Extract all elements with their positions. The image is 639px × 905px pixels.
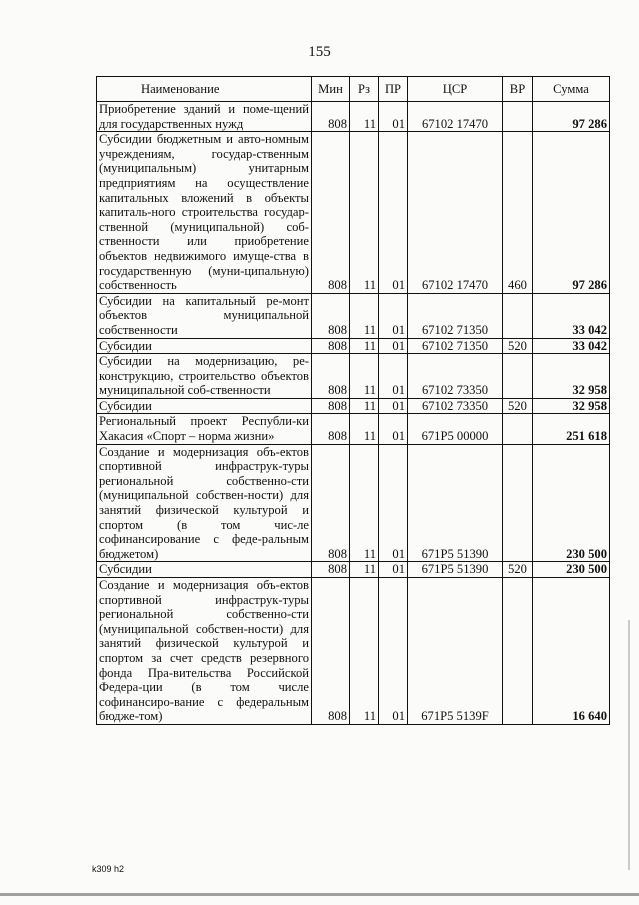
row-pr: 01	[379, 398, 408, 414]
table-row	[97, 398, 610, 414]
table-row	[97, 414, 610, 444]
header-name: Наименование	[97, 77, 312, 102]
table-row	[97, 444, 610, 562]
row-name: Приобретение зданий и поме-щений для государственных нужд	[97, 102, 312, 132]
row-sum: 16 640	[533, 578, 610, 725]
table-row	[97, 132, 610, 294]
row-rz: 11	[350, 444, 379, 562]
row-rz: 11	[350, 338, 379, 354]
row-min: 808	[312, 354, 350, 399]
row-name: Субсидии	[97, 398, 312, 414]
header-pr: ПР	[379, 77, 408, 102]
header-vr: ВР	[503, 77, 533, 102]
row-vr	[503, 293, 533, 338]
row-vr	[503, 444, 533, 562]
scan-artifact-edge	[628, 620, 630, 870]
row-rz: 11	[350, 132, 379, 294]
table-row	[97, 578, 610, 725]
row-csr: 67102 73350	[408, 354, 503, 399]
table-row	[97, 562, 610, 578]
row-vr: 460	[503, 132, 533, 294]
row-name: Субсидии	[97, 338, 312, 354]
row-vr	[503, 102, 533, 132]
header-rz: Рз	[350, 77, 379, 102]
table-body	[97, 102, 610, 725]
row-min: 808	[312, 338, 350, 354]
page-number: 155	[308, 44, 331, 60]
row-csr: 67102 17470	[408, 102, 503, 132]
row-name: Субсидии бюджетным и авто-номным учреждениям, государ-ственным (муниципальным) унитарным предприятиям на осуществление капитальных вложений в объекты капиталь-ного строительства государ-ственной (муниципальной) соб-ственности или приобретение объектов недвижимого имуще-ства в государственную (муни-ципальную) собственность	[97, 132, 312, 294]
row-name: Региональный проект Республи-ки Хакасия «Спорт – норма жизни»	[97, 414, 312, 444]
footer-code: k309 h2	[92, 864, 125, 874]
row-csr: 671P5 5139F	[408, 578, 503, 725]
row-min: 808	[312, 444, 350, 562]
header-sum: Сумма	[533, 77, 610, 102]
row-pr: 01	[379, 102, 408, 132]
row-sum: 230 500	[533, 562, 610, 578]
row-sum: 33 042	[533, 338, 610, 354]
row-rz: 11	[350, 398, 379, 414]
row-min: 808	[312, 102, 350, 132]
row-pr: 01	[379, 414, 408, 444]
table-header-row	[97, 77, 610, 102]
row-min: 808	[312, 398, 350, 414]
row-sum: 32 958	[533, 398, 610, 414]
row-vr: 520	[503, 338, 533, 354]
row-min: 808	[312, 578, 350, 725]
scan-artifact-line	[0, 893, 639, 896]
row-vr: 520	[503, 562, 533, 578]
row-pr: 01	[379, 562, 408, 578]
row-name: Субсидии на модернизацию, ре-конструкцию, строительство объектов муниципальной соб-ственности	[97, 354, 312, 399]
row-vr: 520	[503, 398, 533, 414]
row-csr: 671P5 00000	[408, 414, 503, 444]
row-csr: 67102 71350	[408, 338, 503, 354]
row-min: 808	[312, 414, 350, 444]
row-pr: 01	[379, 354, 408, 399]
row-rz: 11	[350, 414, 379, 444]
row-rz: 11	[350, 102, 379, 132]
row-pr: 01	[379, 578, 408, 725]
row-csr: 67102 73350	[408, 398, 503, 414]
table-row	[97, 338, 610, 354]
row-min: 808	[312, 132, 350, 294]
row-name: Создание и модернизация объ-ектов спортивной инфраструк-туры региональной собственно-сти (муниципальной собствен-ности) для занятий физической культурой и спортом за счет средств резервного фонда Пра-вительства Российской Федера-ции (в том числе софинансиро-вание с федеральным бюдже-том)	[97, 578, 312, 725]
row-min: 808	[312, 293, 350, 338]
row-sum: 33 042	[533, 293, 610, 338]
row-pr: 01	[379, 444, 408, 562]
row-name: Субсидии	[97, 562, 312, 578]
row-min: 808	[312, 562, 350, 578]
row-vr	[503, 578, 533, 725]
header-min: Мин	[312, 77, 350, 102]
row-rz: 11	[350, 562, 379, 578]
row-sum: 251 618	[533, 414, 610, 444]
row-csr: 671P5 51390	[408, 562, 503, 578]
row-csr: 671P5 51390	[408, 444, 503, 562]
row-pr: 01	[379, 293, 408, 338]
row-rz: 11	[350, 293, 379, 338]
table-row	[97, 102, 610, 132]
row-vr	[503, 414, 533, 444]
row-vr	[503, 354, 533, 399]
row-csr: 67102 17470	[408, 132, 503, 294]
row-name: Субсидии на капитальный ре-монт объектов муниципальной собственности	[97, 293, 312, 338]
row-sum: 97 286	[533, 102, 610, 132]
header-csr: ЦСР	[408, 77, 503, 102]
row-pr: 01	[379, 132, 408, 294]
row-pr: 01	[379, 338, 408, 354]
row-rz: 11	[350, 578, 379, 725]
row-name: Создание и модернизация объ-ектов спортивной инфраструк-туры региональной собственно-сти (муниципальной собствен-ности) для занятий физической культурой и спортом (в том чис-ле софинансирование с феде-ральным бюджетом)	[97, 444, 312, 562]
table-row	[97, 354, 610, 399]
row-sum: 230 500	[533, 444, 610, 562]
row-sum: 32 958	[533, 354, 610, 399]
row-sum: 97 286	[533, 132, 610, 294]
row-rz: 11	[350, 354, 379, 399]
row-csr: 67102 71350	[408, 293, 503, 338]
budget-table	[96, 76, 610, 725]
table-row	[97, 293, 610, 338]
